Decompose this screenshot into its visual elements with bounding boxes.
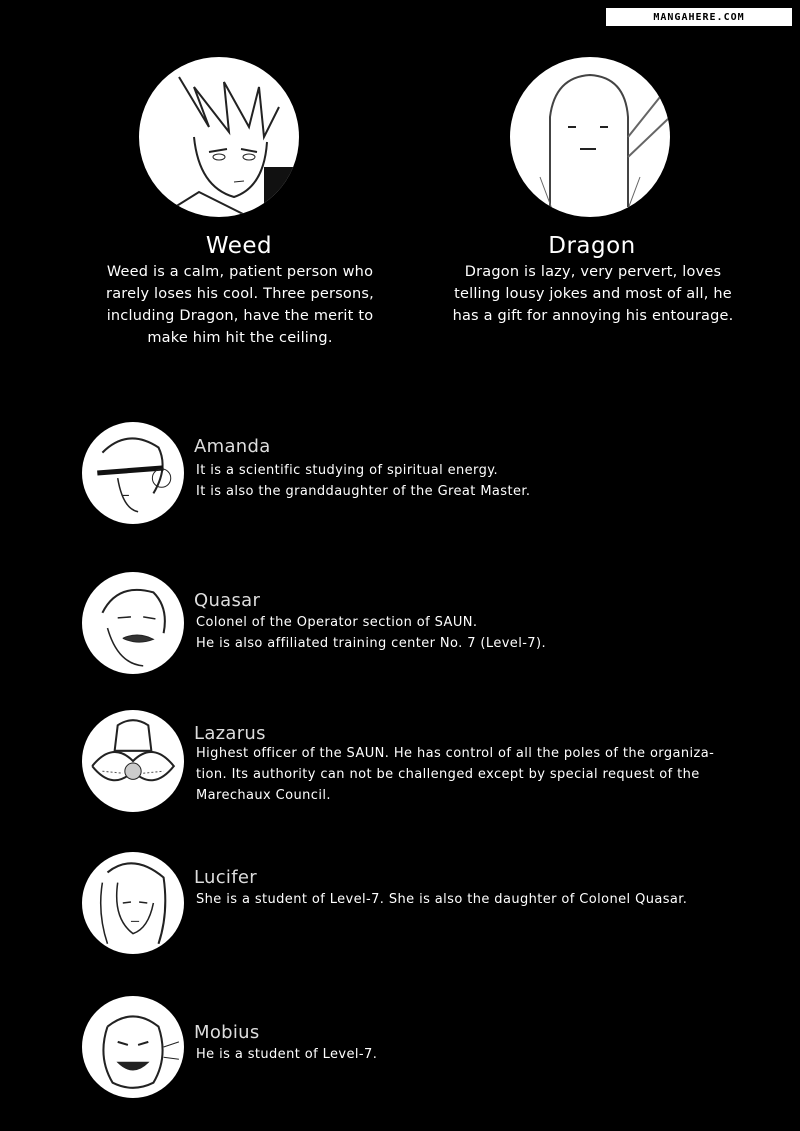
weed-description: Weed is a calm, patient person who rarely loses his cool. Three persons, including Dragon, have the merit to make him hit the ceiling. <box>106 264 374 346</box>
mobius-description: He is a student of Level-7. <box>196 1047 378 1062</box>
lazarus-portrait-icon <box>82 710 184 812</box>
dragon-name: Dragon <box>548 233 636 259</box>
mobius-portrait-icon <box>82 996 184 1098</box>
dragon-portrait-icon <box>510 57 670 217</box>
lucifer-description: She is a student of Level-7. She is also the daughter of Colonel Quasar. <box>196 892 688 907</box>
lazarus-description: Highest officer of the SAUN. He has control of all the poles of the organiza- tion. Its authority can not be challenged except by special request of the Marechaux Council. <box>196 746 715 803</box>
lazarus-name: Lazarus <box>194 723 266 744</box>
quasar-name: Quasar <box>194 590 261 611</box>
site-watermark: MANGAHERE.COM <box>606 8 792 26</box>
amanda-portrait-icon <box>82 422 184 524</box>
lucifer-name: Lucifer <box>194 867 257 888</box>
amanda-description: It is a scientific studying of spiritual energy. It is also the granddaughter of the Great Master. <box>196 463 531 499</box>
quasar-description: Colonel of the Operator section of SAUN. He is also affiliated training center No. 7 (Level-7). <box>196 615 546 651</box>
weed-portrait-icon <box>139 57 299 217</box>
weed-name: Weed <box>205 233 273 259</box>
mobius-name: Mobius <box>194 1022 260 1043</box>
dragon-description: Dragon is lazy, very pervert, loves telling lousy jokes and most of all, he has a gift for annoying his entourage. <box>452 264 734 324</box>
lucifer-portrait-icon <box>82 852 184 954</box>
amanda-name: Amanda <box>194 436 271 457</box>
quasar-portrait-icon <box>82 572 184 674</box>
